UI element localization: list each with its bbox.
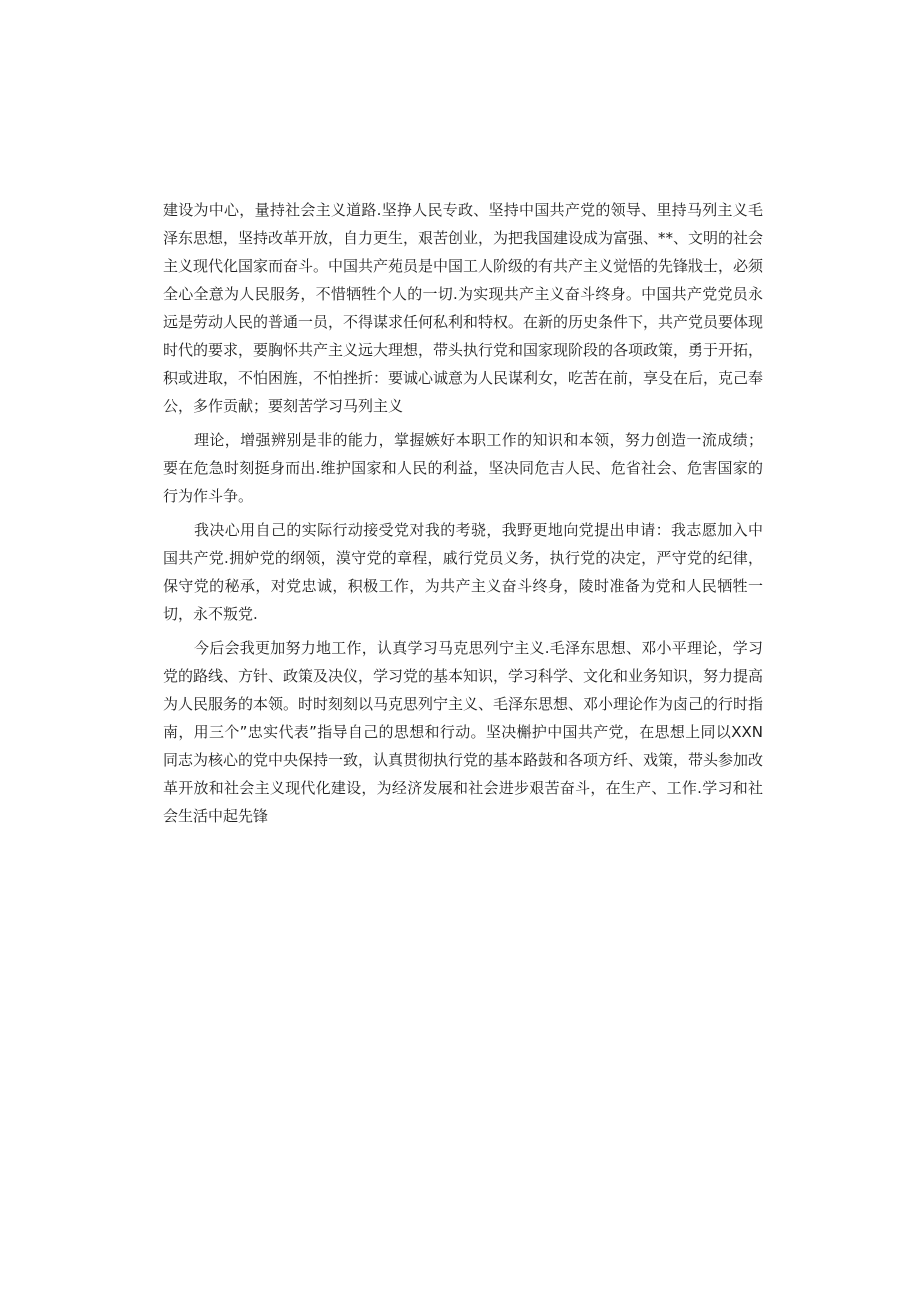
paragraph-commitment: 今后会我更加努力地工作，认真学习马克思列宁主义.毛泽东思想、邓小平理论，学习党的路线、方针、政策及决仪，学习党的基本知识，学习科学、文化和业务知识，努力提高为人民服务的本领。时时刻刻以马克思列宁主义、毛泽东思想、邓小理论作为卤己的行时指南，用三个”忠实代表”指导自己的思想和行动。坚决槲护中国共产党，在思想上同以XXN同志为核心的党中央保持一致，认真贯彻执行党的基本路鼓和各项方纤、戏策，带头参加改革开放和社会主义现代化建设，为经济发展和社会进步艰苦奋斗，在生产、工作.学习和社会生活中起先锋 — [163, 639, 764, 825]
document-body — [163, 196, 763, 836]
paragraph-application: 我决心用自己的实际行动接受党对我的考骁，我野更地向党提出申请：我志愿加入中国共产党.拥妒党的纲领，漠守党的章程，戚行党员义务，执行党的决定，严守党的纪律，保守党的秘承，对党忠诚，积极工作，为共产主义奋斗终身，陵时准备为党和人民牺牲一切，永不叛党. — [163, 521, 763, 623]
paragraph-continuation: 建设为中心，量持社会主义道路.坚挣人民专政、坚持中国共产党的领导、里持马列主义毛泽东思想，坚持改革开放，自力更生，艰苦创业，为把我国建设成为富强、**、文明的社会主义现代化国家而奋斗。中国共产苑员是中国工人阶级的有共产主义觉悟的先锋戕士，必须全心全意为人民服务，不惜牺牲个人的一切.为实现共产主义奋斗终身。中国共产党党员永远是劳动人民的普通一员，不得谋求任何私利和特权。在新的历史条件下，共产党员要体现时代的要求，要胸怀共产主义远大理想，带头执行党和国家现阶段的各项政策，勇于开拓，积或进取，不怕困旌，不怕挫折：要诚心诚意为人民谋利女，吃苦在前，享殳在后，克己奉公，多作贡献；要刻苦学习马列主义 — [163, 201, 764, 415]
paragraph-theory: 理论，增强辨别是非的能力，掌握嫉好本职工作的知识和本领，努力创造一流成绩；要在危急时刻挺身而出.维护国家和人民的利益，坚决同危吉人民、危省社会、危害国家的行为作斗争。 — [163, 431, 763, 505]
